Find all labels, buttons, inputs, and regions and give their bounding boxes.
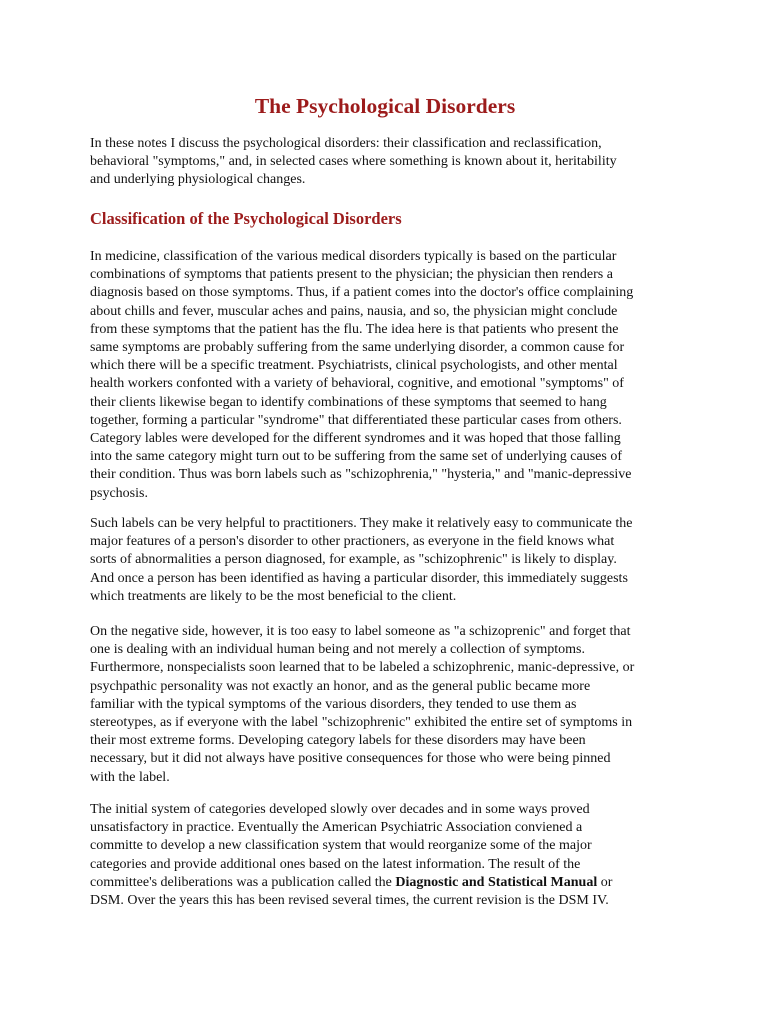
text-segment: or xyxy=(597,874,613,890)
text-line-with-bold xyxy=(90,874,680,892)
paragraph-negative-side xyxy=(90,623,680,787)
text-line: In medicine, classification of the various medical disorders typically is based on the particular xyxy=(90,249,617,264)
text-line: committe to develop a new classification system that would reorganize some of the major xyxy=(90,838,592,854)
text-line: Furthermore, nonspecialists soon learned that to be labeled a schizophrenic, manic-depressive, or xyxy=(90,660,635,676)
paragraph-classification xyxy=(90,248,680,503)
text-line: psychosis. xyxy=(90,485,148,501)
text-line: diagnosis based on those symptoms. Thus, if a patient comes into the doctor's office complaining xyxy=(90,285,634,301)
text-line: behavioral "symptoms," and, in selected cases where something is known about it, heritability xyxy=(90,154,617,170)
text-line: their most extreme forms. Developing category labels for these disorders may have been xyxy=(90,733,586,749)
text-line: from these symptoms that the patient has the flu. The idea here is that patients who present the xyxy=(90,321,619,337)
text-line: together, forming a particular "syndrome" that differentiated these particular cases from others. xyxy=(90,412,622,428)
text-line: with the label. xyxy=(90,769,170,785)
text-line: categories and provide additional ones based on the latest information. The result of the xyxy=(90,856,581,872)
text-line: And once a person has been identified as having a particular disorder, this immediately suggests xyxy=(90,570,628,586)
text-line: On the negative side, however, it is too easy to label someone as "a schizoprenic" and forget that xyxy=(90,624,631,639)
text-line: necessary, but it did not always have positive consequences for those who were being pinned xyxy=(90,751,611,767)
text-line: their condition. Thus was born labels such as "schizophrenia," "hysteria," and "manic-depressive xyxy=(90,467,632,483)
text-line: one is dealing with an individual human being and not merely a collection of symptoms. xyxy=(90,642,585,658)
text-line: which treatments are likely to be the most beneficial to the client. xyxy=(90,588,457,604)
text-line: The initial system of categories developed slowly over decades and in some ways proved xyxy=(90,802,590,817)
text-line: In these notes I discuss the psychological disorders: their classification and reclassification, xyxy=(90,136,602,151)
text-line: health workers confonted with a variety of behavioral, cognitive, and emotional "symptoms" of xyxy=(90,376,624,392)
page-title: The Psychological Disorders xyxy=(254,94,516,118)
text-line: DSM. Over the years this has been revised several times, the current revision is the DSM IV. xyxy=(90,893,609,909)
section-heading: Classification of the Psychological Disorders xyxy=(90,209,402,228)
text-line: familiar with the typical symptoms of the various disorders, they tended to use them as xyxy=(90,696,577,712)
text-line: sorts of abnormalities a person diagnosed, for example, as "schizophrenic" is likely to display. xyxy=(90,552,617,568)
text-line: about chills and fever, muscular aches and pains, nausia, and so, the physician might conclude xyxy=(90,303,618,319)
text-line: same symptoms are probably suffering from the same underlying disorder, a common cause for xyxy=(90,340,625,356)
text-line: which there will be a specific treatment. Psychiatrists, clinical psychologists, and other mental xyxy=(90,358,618,374)
text-line: psychpathic personality was not exactly an honor, and as the general public became more xyxy=(90,678,591,694)
text-line: stereotypes, as if everyone with the label "schizophrenic" exhibited the entire set of symptoms in xyxy=(90,715,633,731)
text-line: Category lables were developed for the different syndromes and it was hoped that those falling xyxy=(90,431,621,447)
text-line: Such labels can be very helpful to practitioners. They make it relatively easy to communicate the xyxy=(90,516,633,531)
text-line: and underlying physiological changes. xyxy=(90,172,306,188)
text-line: unsatisfactory in practice. Eventually the American Psychiatric Association convіened a xyxy=(90,820,583,836)
paragraph-labels-helpful xyxy=(90,515,680,606)
paragraph-dsm xyxy=(90,801,680,910)
text-line: major features of a person's disorder to other practioners, as everyone in the field knows what xyxy=(90,534,615,550)
text-line: into the same category might turn out to be suffering from the same set of underlying causes of xyxy=(90,449,622,465)
intro-paragraph xyxy=(90,135,680,190)
text-line: combinations of symptoms that patients present to the physician; the physician then renders a xyxy=(90,267,613,283)
text-segment: committee's deliberations was a publication called the xyxy=(90,874,396,890)
text-line: their clients likewise began to identify combinations of these symptoms that seemed to hang xyxy=(90,394,607,410)
dsm-manual-title: Diagnostic and Statistical Manual xyxy=(395,874,598,890)
